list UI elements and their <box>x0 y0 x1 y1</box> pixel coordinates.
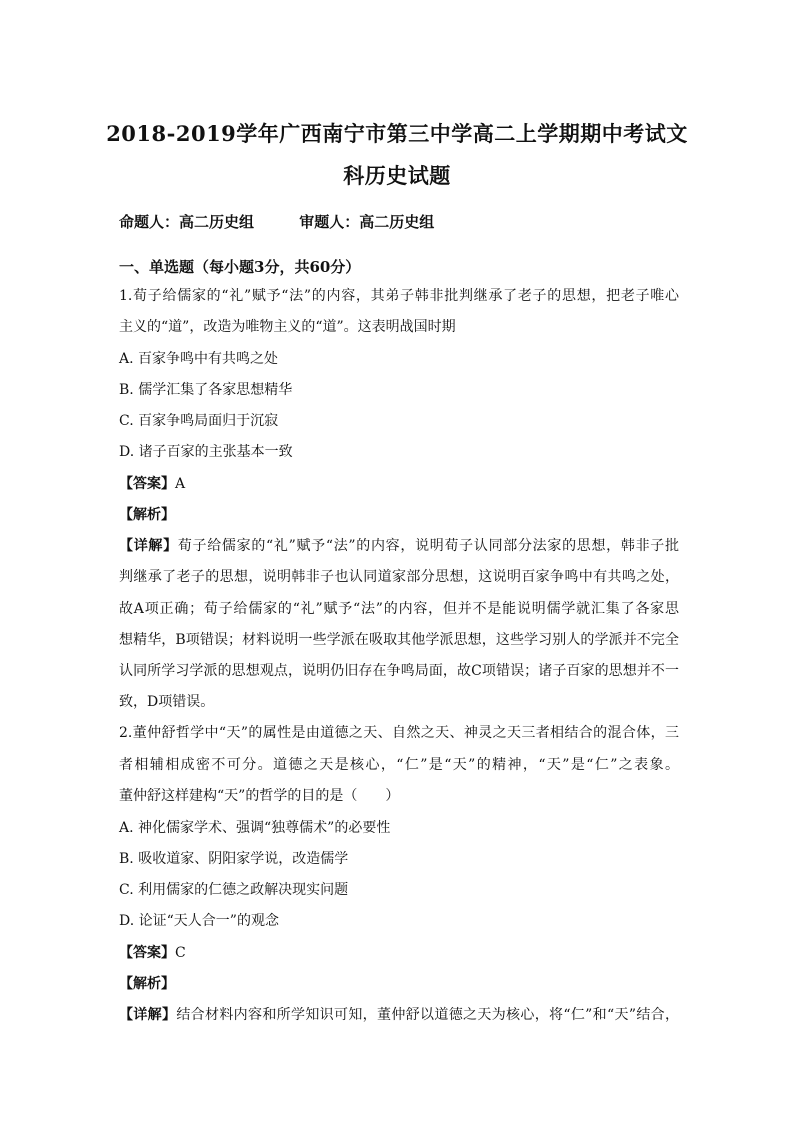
q2-detail-line-1 <box>119 1004 679 1024</box>
q2-option-d: D. 论证“天人合一”的观念 <box>119 913 279 929</box>
q1-answer <box>119 473 679 493</box>
page-title-line-2: 科历史试题 <box>343 163 451 188</box>
q1-detail-line-2: 判继承了老子的思想，说明韩非子也认同道家部分思想，这说明百家争鸣中有共鸣之处， <box>119 569 679 585</box>
q1-option-a: A. 百家争鸣中有共鸣之处 <box>119 351 279 367</box>
q1-option-d: D. 诸子百家的主张基本一致 <box>119 444 293 460</box>
q1-detail-line-1 <box>119 535 679 555</box>
q1-option-b: B. 儒学汇集了各家思想精华 <box>119 382 293 398</box>
detail-text: 荀子给儒家的“礼”赋予“法”的内容，说明荀子认同部分法家的思想，韩非子批 <box>177 538 679 554</box>
q1-detail-line-6: 致，D项错误。 <box>119 694 215 710</box>
page-title-line-1: 2018-2019学年广西南宁市第三中学高二上学期期中考试文 <box>106 121 688 146</box>
q1-analysis-label: 【解析】 <box>119 507 175 523</box>
section-heading: 一、单选题（每小题3分，共60分） <box>119 258 361 276</box>
answer-label: 【答案】 <box>119 945 175 961</box>
q1-detail-line-4: 想精华，B项错误；材料说明一些学派在吸取其他学派思想，这些学习别人的学派并不完全 <box>119 632 679 648</box>
q2-option-c: C. 利用儒家的仁德之政解决现实问题 <box>119 882 349 898</box>
detail-label: 【详解】 <box>119 1007 177 1023</box>
q2-answer <box>119 942 679 962</box>
q1-stem-line-2: 主义的“道”，改造为唯物主义的“道”。这表明战国时期 <box>119 319 456 335</box>
q2-option-b: B. 吸收道家、阴阳家学说，改造儒学 <box>119 851 349 867</box>
q2-stem-line-3: 董仲舒这样建构“天”的哲学的目的是（ ） <box>119 788 400 804</box>
q2-stem-line-2: 者相辅相成密不可分。道德之天是核心，“仁”是“天”的精神，“天”是“仁”之表象。 <box>119 757 679 773</box>
authors-line <box>119 211 434 232</box>
answer-value: C <box>175 945 186 961</box>
q1-detail-line-5: 认同所学习学派的思想观点，说明仍旧存在争鸣局面，故C项错误；诸子百家的思想并不一 <box>119 663 679 679</box>
answer-value: A <box>175 476 186 492</box>
reviewer-text: 审题人：高二历史组 <box>299 213 435 231</box>
detail-text: 结合材料内容和所学知识可知，董仲舒以道德之天为核心，将“仁”和“天”结合， <box>176 1007 679 1023</box>
q1-option-c: C. 百家争鸣局面归于沉寂 <box>119 413 279 429</box>
q1-stem-line-1: 1.荀子给儒家的“礼”赋予“法”的内容，其弟子韩非批判继承了老子的思想，把老子唯心 <box>119 288 679 304</box>
proposer-text: 命题人：高二历史组 <box>119 213 255 231</box>
q2-stem-line-1: 2.董仲舒哲学中“天”的属性是由道德之天、自然之天、神灵之天三者相结合的混合体，三 <box>119 725 679 741</box>
q2-analysis-label: 【解析】 <box>119 976 175 992</box>
detail-label: 【详解】 <box>119 538 178 554</box>
q2-option-a: A. 神化儒家学术、强调“独尊儒术”的必要性 <box>119 820 391 836</box>
answer-label: 【答案】 <box>119 476 175 492</box>
q1-detail-line-3: 故A项正确；荀子给儒家的“礼”赋予“法”的内容，但并不是能说明儒学就汇集了各家思 <box>119 601 679 617</box>
